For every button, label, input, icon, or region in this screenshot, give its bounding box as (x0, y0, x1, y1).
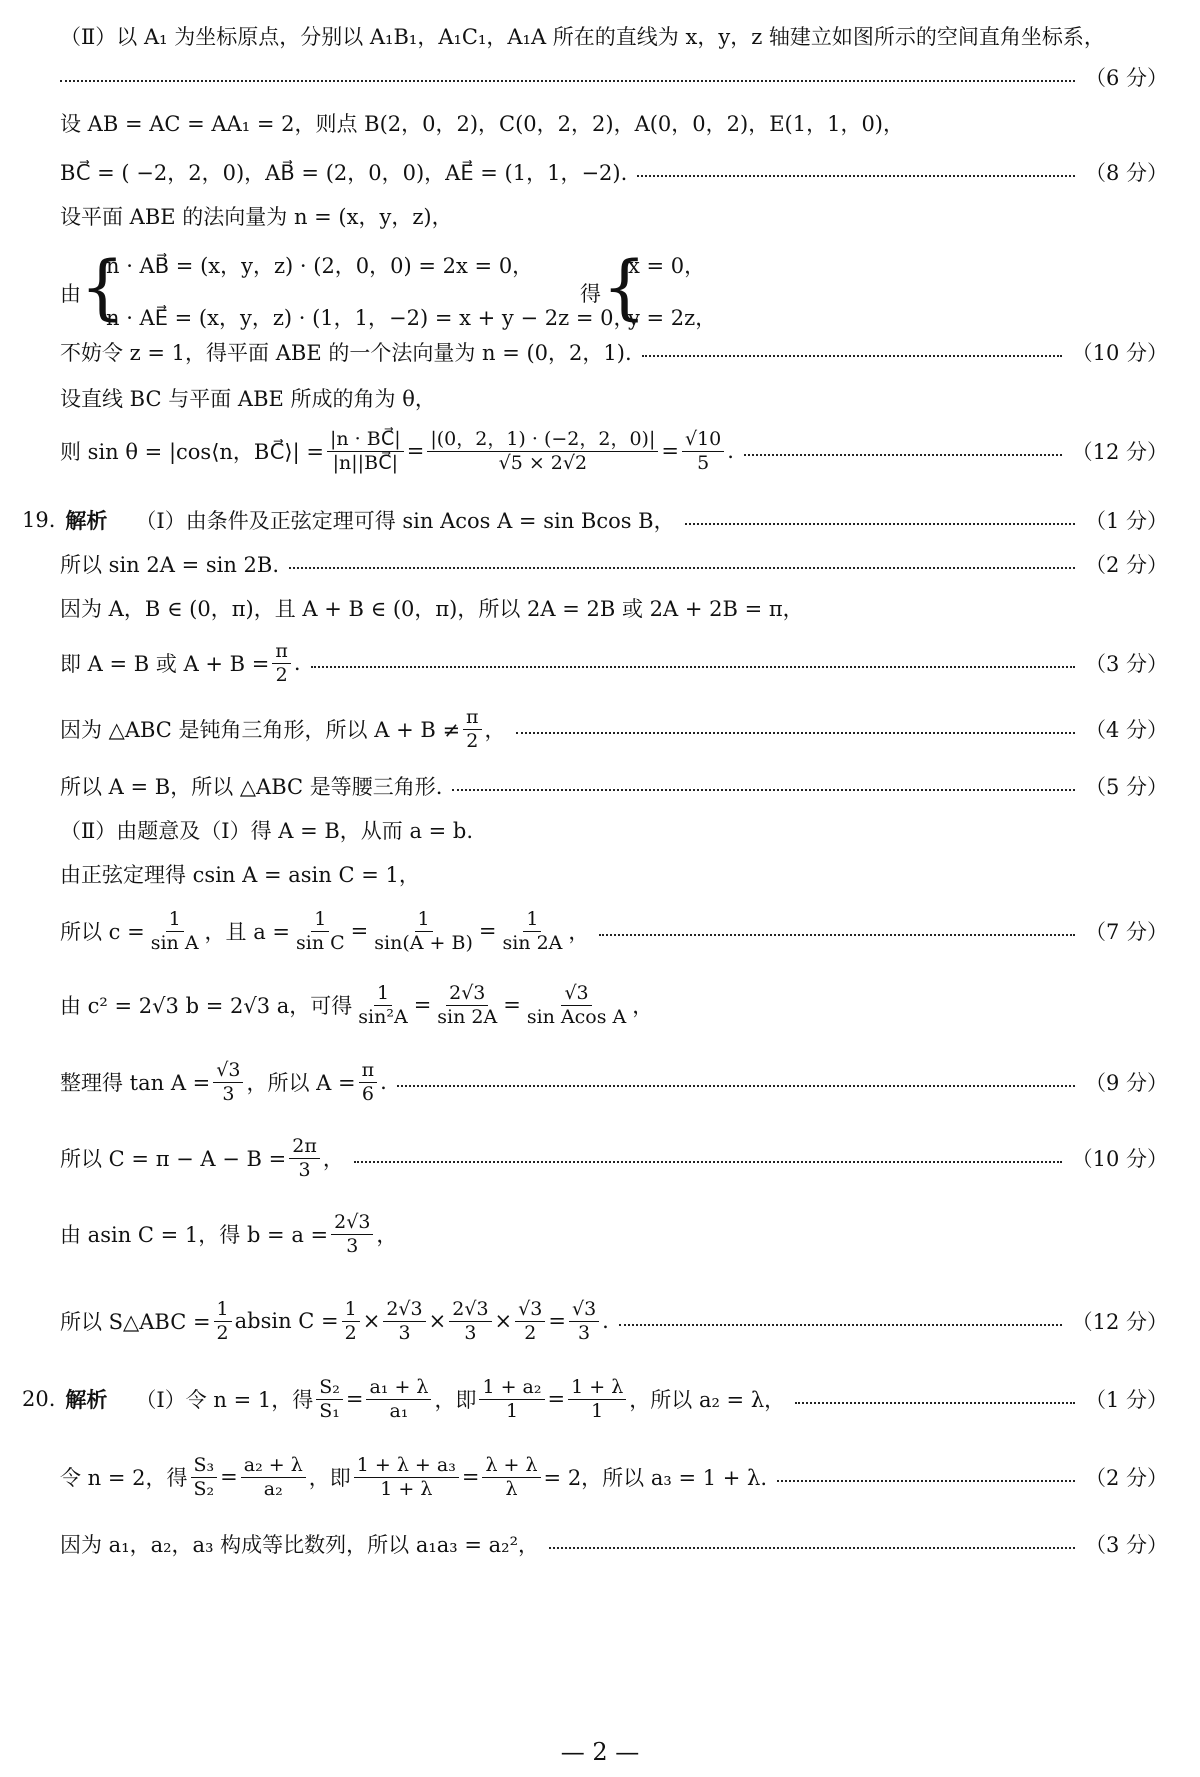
score: （10 分） (1071, 341, 1168, 365)
score: （10 分） (1071, 1147, 1168, 1171)
fraction: $\frac{\text{S₂}}{\text{S₁}}$ (316, 1377, 343, 1422)
score: （12 分） (1071, 1310, 1168, 1334)
score: （5 分） (1084, 775, 1168, 799)
fraction: $\frac{|n \cdot BC⃗|}{|n||BC⃗|}$ (327, 429, 404, 474)
fraction: $\frac{√3}{2}$ (515, 1299, 545, 1344)
fraction: $\frac{1 + \lambda}{1}$ (568, 1377, 626, 1422)
fraction: $\frac{|(0,2,1) \cdot (-2,2,0)|}{√5 \times 2√2}$ (427, 429, 658, 474)
fraction: $\frac{1}{\sin(A + B)}$ (374, 907, 473, 954)
fraction: $\frac{1}{\sin 2A}$ (502, 907, 563, 954)
fraction: $\frac{√10}{5}$ (682, 429, 724, 474)
score: （9 分） (1084, 1071, 1168, 1095)
text-line: 设直线 BC 与平面 ABE 所成的角为 θ， (60, 387, 436, 411)
fraction: $\frac{√3}{\text{sin Acos A}}$ (526, 981, 627, 1028)
score: （4 分） (1084, 718, 1168, 742)
fraction: $\frac{1}{\text{sin²A}}$ (358, 981, 408, 1028)
text-line: （Ⅱ）由题意及（Ⅰ）得 A = B，从而 a = b. (60, 819, 474, 843)
text-line: 由 c² = 2√3 b = 2√3 a，可得 $\frac{1}{\text{sin²A}}$ = $\frac{2√3}{\sin 2A}$ = $\frac{√3}{\text{sin Acos A}}$ ， (60, 981, 654, 1028)
text-line: BC⃗ = ( −2，2，0)，AB⃗ = (2，0，0)，AE⃗ = (1，1，−2). （8 分） (60, 152, 1168, 192)
text-line: 整理得 tan A = $\frac{√3}{3}$ ，所以 A = $\frac{\pi}{6}$ . （9 分） (60, 1058, 1168, 1105)
text-line: 由正弦定理得 csin A = asin C = 1， (60, 863, 420, 887)
left-brace: { (80, 246, 125, 328)
score: （6 分） (1084, 66, 1168, 90)
fraction: $\frac{1}{\text{sin A}}$ (150, 907, 199, 954)
fraction: $\frac{\pi}{2}$ (463, 707, 482, 752)
fraction: $\frac{\lambda + \lambda}{\lambda}$ (482, 1455, 540, 1500)
text-line: 令 n = 2，得 $\frac{\text{S₃}}{\text{S₂}}$ = $\frac{\text{a₂ + λ}}{\text{a₂}}$ ，即 $\frac{\text{1 + λ + a₃}}{1 + \lambda}$ = $\frac{\lambda + \lambda}{\lambda}$ = 2，所以 a₃ = 1 + λ. （2 分） (60, 1453, 1168, 1500)
score: （3 分） (1084, 1533, 1168, 1557)
text-line: 所以 sin 2A = sin 2B. （2 分） (60, 544, 1168, 584)
question-19-header: 19. 解析 （Ⅰ）由条件及正弦定理可得 sin Acos A = sin Bcos B， （1 分） (22, 500, 1168, 540)
fraction: $\frac{√3}{3}$ (569, 1299, 599, 1344)
text-line: 所以 A = B，所以 △ABC 是等腰三角形. （5 分） (60, 766, 1168, 806)
score: （8 分） (1084, 161, 1168, 185)
fraction: $\frac{2\pi}{3}$ (289, 1136, 320, 1181)
text-line: 所以 c = $\frac{1}{\text{sin A}}$ ，且 a = $\frac{1}{\text{sin C}}$ = $\frac{1}{\sin(A + B)}$ = $\frac{1}{\sin 2A}$ ， （7 分） (60, 907, 1168, 954)
fraction: $\frac{1}{2}$ (342, 1299, 360, 1344)
text-line: 设 AB = AC = AA₁ = 2，则点 B(2，0，2)，C(0，2，2)，A(0，0，2)，E(1，1，0)， (60, 112, 904, 136)
question-20-header: 20. 解析 （Ⅰ）令 n = 1，得 $\frac{\text{S₂}}{\text{S₁}}$ = $\frac{\text{a₁ + λ}}{\text{a₁}}$ ，即 $\frac{\text{1 + a₂}}{1}$ = $\frac{1 + \lambda}{1}$ ，所以 a₂ = λ， （1 分） (22, 1375, 1168, 1422)
fraction: $\frac{\text{a₁ + λ}}{\text{a₁}}$ (366, 1377, 431, 1422)
text-line: 所以 C = π − A − B = $\frac{2\pi}{3}$ ， （10 分） (60, 1134, 1168, 1181)
text-line: 由 asin C = 1，得 b = a = $\frac{2√3}{3}$ ， (60, 1210, 398, 1257)
text-line: 即 A = B 或 A + B = $\frac{\pi}{2}$ . （3 分） (60, 639, 1168, 686)
text-line: 设平面 ABE 的法向量为 n = (x，y，z)， (60, 205, 453, 229)
score: （2 分） (1084, 1466, 1168, 1490)
fraction: $\frac{2√3}{3}$ (449, 1299, 491, 1344)
score: （12 分） (1071, 440, 1168, 464)
text-line: 因为 A，B ∈ (0，π)，且 A + B ∈ (0，π)，所以 2A = 2B 或 2A + 2B = π， (60, 597, 804, 621)
score: （1 分） (1084, 1388, 1168, 1412)
text-line: 所以 S△ABC = $\frac{1}{2}$ absin C = $\frac{1}{2}$ × $\frac{2√3}{3}$ × $\frac{2√3}{3}$ × $\frac{√3}{2}$ = $\frac{√3}{3}$ . （12 分） (60, 1297, 1168, 1344)
fraction: $\frac{\pi}{6}$ (359, 1060, 378, 1105)
fraction: $\frac{\text{S₃}}{\text{S₂}}$ (191, 1455, 218, 1500)
fraction: $\frac{\text{a₂ + λ}}{\text{a₂}}$ (241, 1455, 306, 1500)
page-number: — 2 — (560, 1738, 640, 1766)
fraction: $\frac{\text{1 + λ + a₃}}{1 + \lambda}$ (354, 1455, 459, 1500)
fraction: $\frac{1}{2}$ (214, 1299, 232, 1344)
fraction: $\frac{√3}{3}$ (213, 1060, 243, 1105)
text-line (60, 57, 1168, 97)
text-line: 因为 △ABC 是钝角三角形，所以 A + B ≠ $\frac{\pi}{2}$ ， （4 分） (60, 705, 1168, 752)
fraction: $\frac{2√3}{3}$ (383, 1299, 425, 1344)
fraction: $\frac{1}{\text{sin C}}$ (296, 907, 345, 954)
score: （2 分） (1084, 553, 1168, 577)
text-line: 不妨令 z = 1，得平面 ABE 的一个法向量为 n = (0，2，1). （10 分） (60, 332, 1168, 372)
score: （1 分） (1084, 509, 1168, 533)
text-line: 因为 a₁，a₂，a₃ 构成等比数列，所以 a₁a₃ = a₂²， （3 分） (60, 1524, 1168, 1564)
left-brace: { (602, 246, 647, 328)
fraction: $\frac{\text{1 + a₂}}{1}$ (479, 1377, 544, 1422)
text-line: 则 sin θ = |cos⟨n，BC⃗⟩| = $\frac{|n \cdot BC⃗|}{|n||BC⃗|}$ = $\frac{|(0,2,1) \cdot (-2,2,0)|}{√5 \times 2√2}$ = $\frac{√10}{5}$ . （12 分） (60, 427, 1168, 474)
fraction: $\frac{2√3}{3}$ (331, 1212, 373, 1257)
equation-system: 由 { n · AB⃗ = (x，y，z) · (2，0，0) = 2x = 0， n · AE⃗ = (x，y，z) · (1，1，−2) = x + y − 2z = 0， 得 { x = 0， y = 2z， (60, 246, 717, 330)
text-line: （Ⅱ）以 A₁ 为坐标原点，分别以 A₁B₁，A₁C₁，A₁A 所在的直线为 x，y，z 轴建立如图所示的空间直角坐标系， (60, 25, 1105, 49)
fraction: $\frac{\pi}{2}$ (272, 641, 291, 686)
score: （7 分） (1084, 920, 1168, 944)
fraction: $\frac{2√3}{\sin 2A}$ (437, 981, 498, 1028)
score: （3 分） (1084, 652, 1168, 676)
